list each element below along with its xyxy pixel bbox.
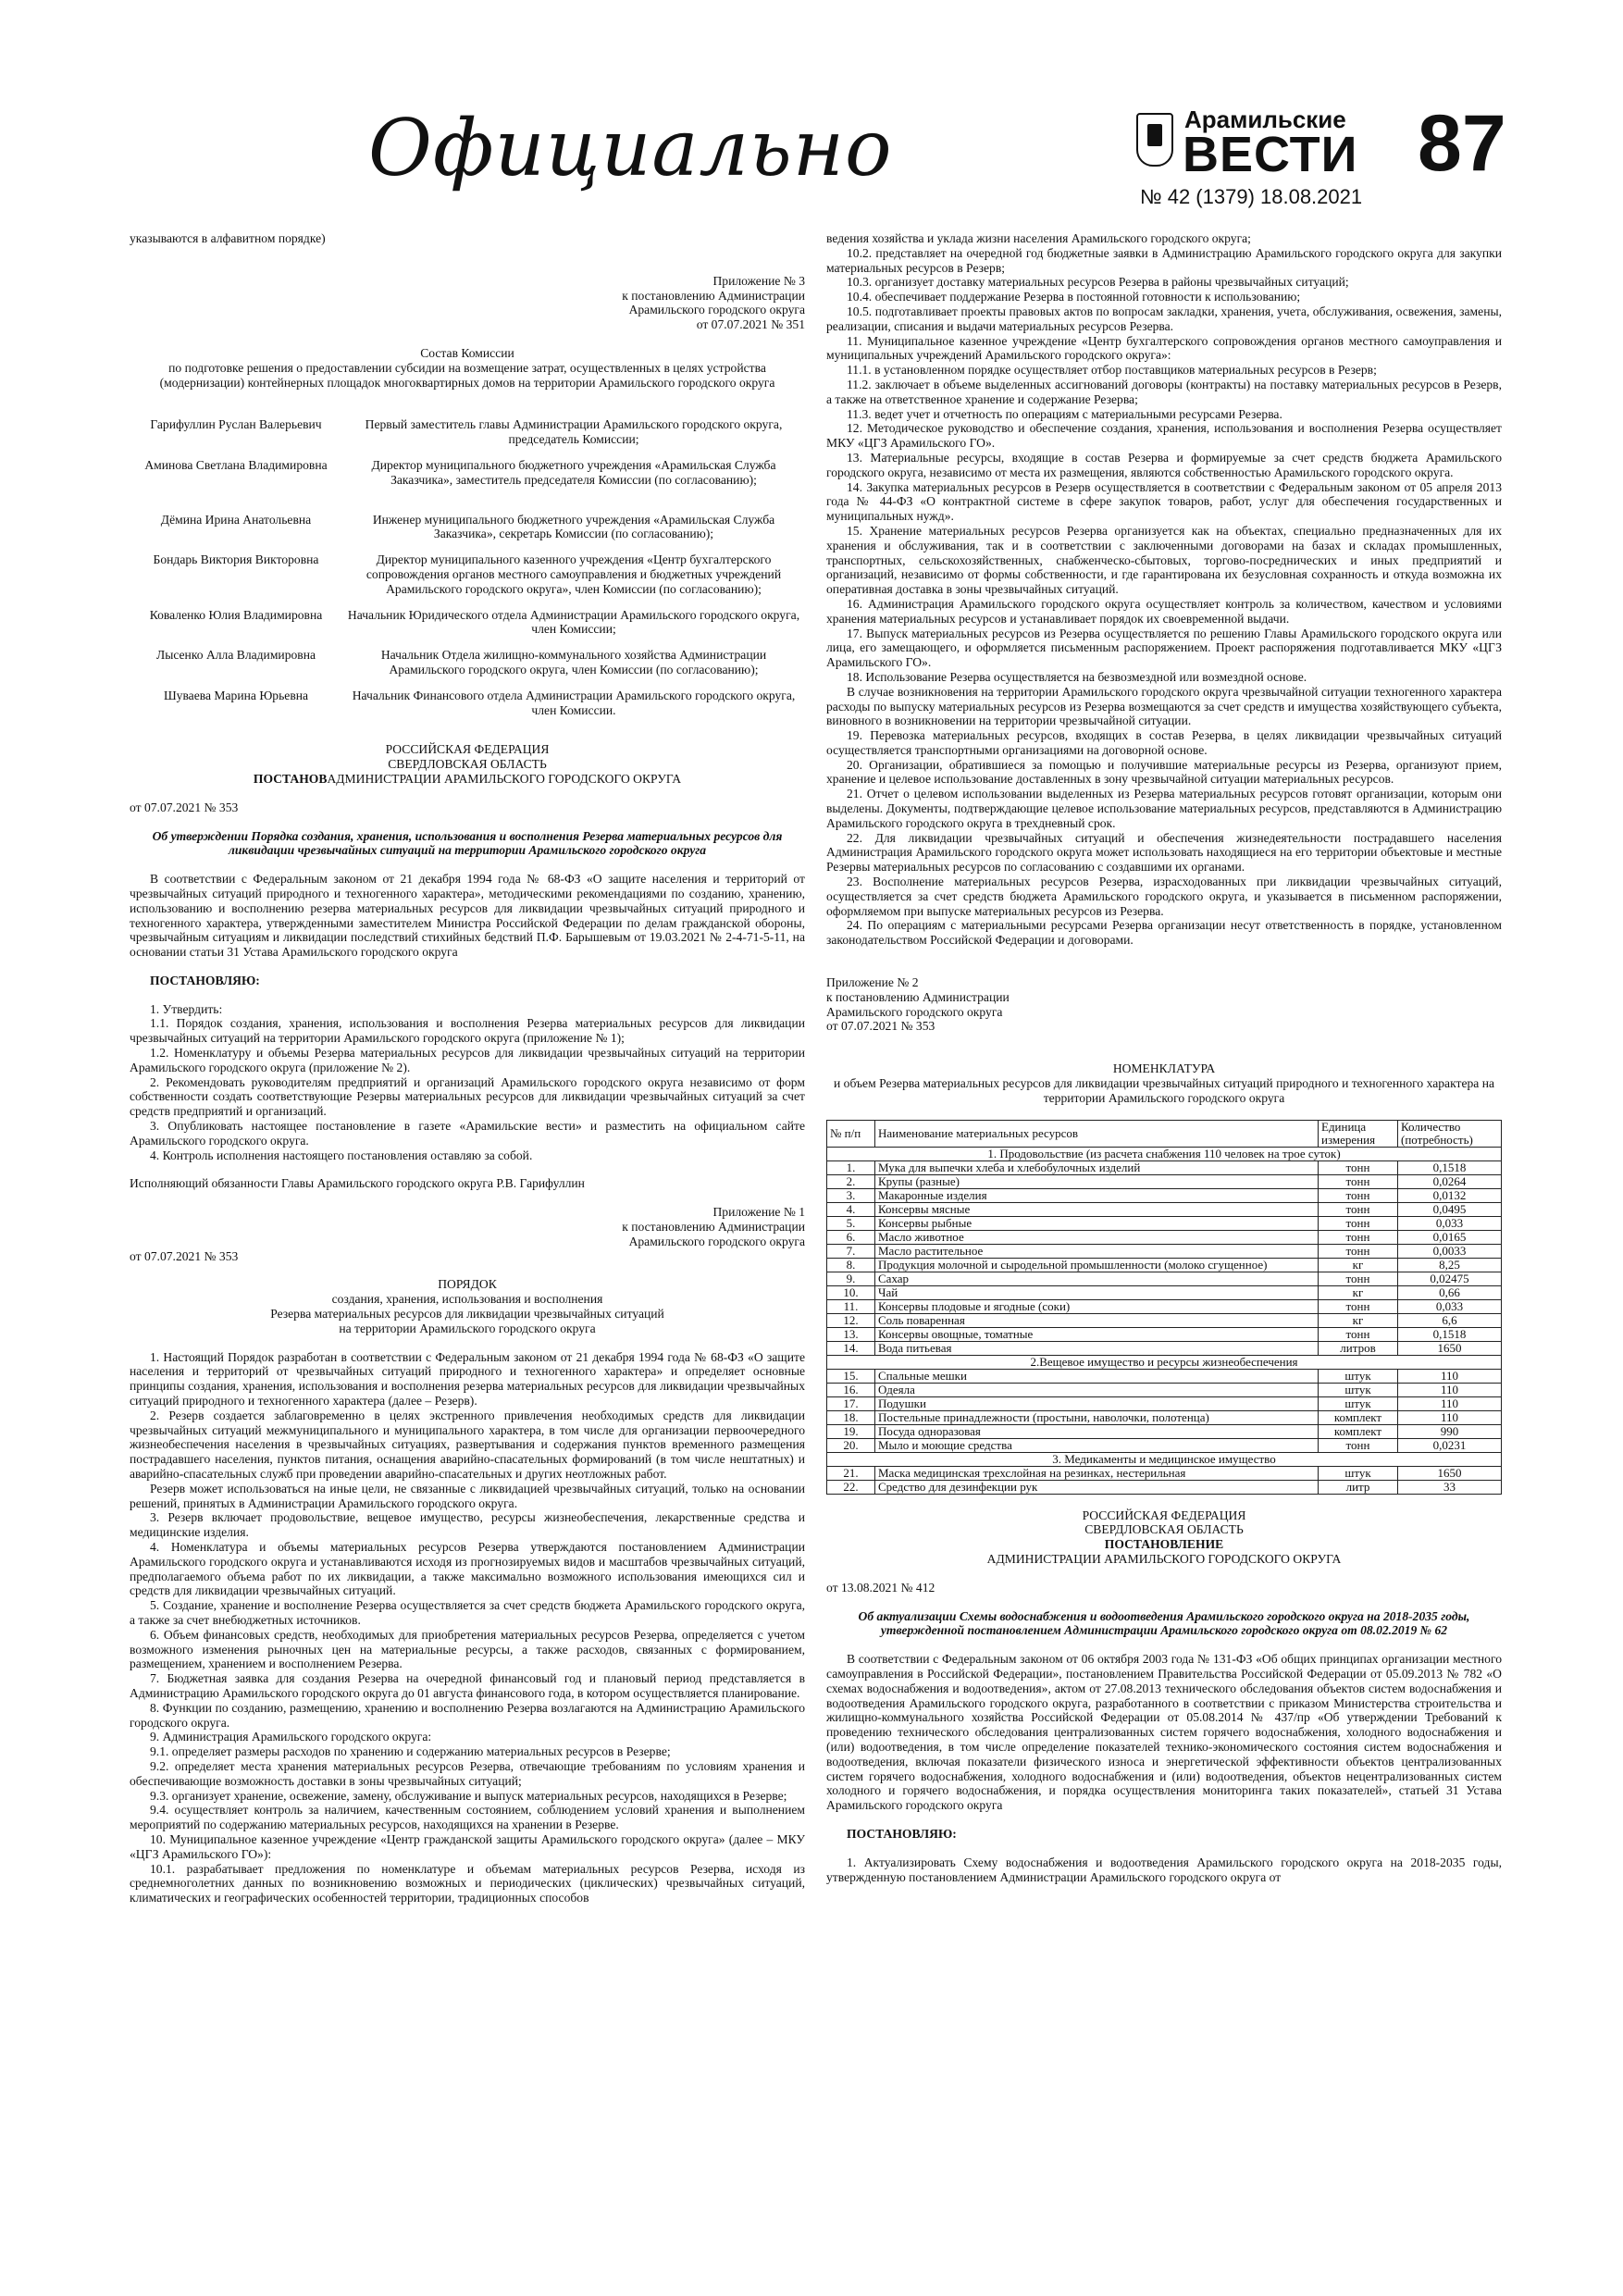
appendix-line: Приложение № 2 bbox=[826, 975, 919, 990]
paragraph: 11.1. в установленном порядке осуществляет отбор поставщиков материальных ресурсов в Резерв; bbox=[847, 363, 1377, 378]
table-row bbox=[827, 1174, 1502, 1188]
name-cell: Масло растительное bbox=[875, 1244, 1319, 1258]
member-name: Дёмина Ирина Анатольевна bbox=[160, 512, 312, 527]
table-row bbox=[827, 1160, 1502, 1174]
appendix-line: Арамильского городского округа bbox=[628, 1234, 805, 1248]
paragraph: 20. Организации, обратившиеся за помощью и получившие материальные ресурсы из Резерва, организуют прием, хранение и целевое использование доставленных в зону чрезвычайной ситуации материальных ресурсов. bbox=[826, 757, 1502, 787]
paragraph: 1.1. Порядок создания, хранения, использования и восполнения Резерва материальных ресурсов для ликвидации чрезвычайных ситуаций на территории Арамильского городского округа (приложение № 1); bbox=[130, 1016, 805, 1046]
quantity-cell: 0,0033 bbox=[1398, 1244, 1502, 1258]
unit-cell: тонн bbox=[1319, 1272, 1398, 1285]
commission-subtitle: по подготовке решения о предоставлении субсидии на возмещение затрат, осуществленных в целях устройства (модернизации) контейнерных площадок многоквартирных домов на территории Арамильского городского округа bbox=[159, 360, 775, 390]
page-number: 87 bbox=[1418, 99, 1506, 188]
name-cell: Консервы плодовые и ягодные (соки) bbox=[875, 1299, 1319, 1313]
appendix-line: к постановлению Администрации bbox=[826, 989, 1010, 1004]
unit-cell: тонн bbox=[1319, 1230, 1398, 1244]
member-position: Начальник Финансового отдела Администрации Арамильского городского округа, член Комиссии. bbox=[352, 688, 796, 717]
paragraph: 23. Восполнение материальных ресурсов Резерва, израсходованных при ликвидации чрезвычайных ситуаций, осуществляется за счет средств бюджета Арамильского городского округа, и указывается в письменном распоряжении, оформляемом при выпуске материальных ресурсов из Резерва. bbox=[826, 875, 1502, 918]
member-name: Коваленко Юлия Владимировна bbox=[149, 607, 323, 622]
member-name: Бондарь Виктория Викторовна bbox=[153, 552, 319, 567]
row-number-cell: 6. bbox=[827, 1230, 875, 1244]
commission-member bbox=[130, 552, 805, 596]
table-row bbox=[827, 1438, 1502, 1452]
section-cell: 1. Продовольствие (из расчета снабжения 110 человек на трое суток) bbox=[827, 1147, 1502, 1160]
name-cell: Вода питьевая bbox=[875, 1341, 1319, 1355]
member-position: Инженер муниципального бюджетного учреждения «Арамильская Служба Заказчика», секретарь Комиссии (по согласованию); bbox=[372, 512, 775, 541]
poryadok-sub: Резерва материальных ресурсов для ликвидации чрезвычайных ситуаций bbox=[270, 1307, 664, 1322]
commission-member bbox=[130, 648, 805, 677]
paragraph: ведения хозяйства и уклада жизни населения Арамильского городского округа; bbox=[826, 231, 1251, 245]
paragraph: 2. Резерв создается заблаговременно в целях экстренного привлечения необходимых средств для ликвидации чрезвычайных ситуаций межмуниципального и муниципального характера, в том числе для организации первоочередного жизнеобеспечения населения в чрезвычайных ситуациях, развертывания и содержания пунктов временного размещения пострадавшего населения, пунктов питания, оснащения аварийно-спасательных формирований (в том числе нештатных) и аварийно-спасательных служб при проведении аварийно-спасательных и других неотложных работ. bbox=[130, 1408, 805, 1481]
member-position: Начальник Юридического отдела Администрации Арамильского городского округа, член Комиссии; bbox=[347, 607, 800, 637]
commission-member bbox=[130, 608, 805, 638]
commission-member bbox=[130, 458, 805, 488]
row-number-cell: 3. bbox=[827, 1188, 875, 1202]
appendix-date: от 07.07.2021 № 353 bbox=[130, 1248, 239, 1263]
paragraph: 14. Закупка материальных ресурсов в Резерв осуществляется в соответствии с Федеральным законом от 05 апреля 2013 года № 44-ФЗ «О контрактной системе в сфере закупок товаров, работ, услуг для обеспечения государственных и муниципальных нужд». bbox=[826, 479, 1502, 524]
nomenclature-table bbox=[826, 1120, 1502, 1495]
unit-cell: кг bbox=[1319, 1313, 1398, 1327]
unit-cell: штук bbox=[1319, 1396, 1398, 1410]
table-row bbox=[827, 1216, 1502, 1230]
appendix-line: Приложение № 1 bbox=[712, 1205, 805, 1220]
appendix-line: Арамильского городского округа bbox=[826, 1004, 1003, 1019]
paragraph: 6. Объем финансовых средств, необходимых для приобретения материальных ресурсов Резерва, определяется с учетом возможного изменения рыночных цен на материальные ресурсы, а также расходов, связанных с формированием, размещением, хранением и восполнением Резерва. bbox=[130, 1627, 805, 1671]
table-row bbox=[827, 1299, 1502, 1313]
name-cell: Спальные мешки bbox=[875, 1369, 1319, 1383]
doc-header-region: СВЕРДЛОВСКАЯ ОБЛАСТЬ bbox=[388, 757, 547, 772]
paragraph: 4. Контроль исполнения настоящего постановления оставляю за собой. bbox=[150, 1148, 533, 1162]
quantity-cell: 110 bbox=[1398, 1396, 1502, 1410]
column-header: Наименование материальных ресурсов bbox=[875, 1120, 1319, 1147]
doc-authority: АДМИНИСТРАЦИИ АРАМИЛЬСКОГО ГОРОДСКОГО ОКРУГА bbox=[986, 1552, 1342, 1567]
paragraph: 17. Выпуск материальных ресурсов из Резерва осуществляется по решению Главы Арамильского городского округа или лица, его замещающего, и оформляется письменным распоряжением. Проект распоряжения подготавливается МКУ «ЦГЗ Арамильского ГО». bbox=[826, 626, 1502, 670]
paragraph: 24. По операциям с материальными ресурсами Резерва организации несут ответственность в порядке, установленном законодательством Российской Федерации и договорами. bbox=[826, 918, 1502, 948]
appendix-line: от 07.07.2021 № 353 bbox=[826, 1019, 935, 1034]
row-number-cell: 20. bbox=[827, 1438, 875, 1452]
paragraph: 10. Муниципальное казенное учреждение «Центр гражданской защиты Арамильского городского округа» (далее – МКУ «ЦГЗ Арамильского ГО»): bbox=[130, 1831, 805, 1861]
row-number-cell: 14. bbox=[827, 1341, 875, 1355]
row-number-cell: 10. bbox=[827, 1285, 875, 1299]
appendix-line: Приложение № 3 bbox=[712, 273, 805, 288]
column-header: Единица измерения bbox=[1319, 1120, 1398, 1147]
paragraph: 2. Рекомендовать руководителям предприятий и организаций Арамильского городского округа независимо от форм собственности создать соответствующие Резервы материальных ресурсов для ликвидации чрезвычайных ситуаций за счет средств предприятий и организаций. bbox=[130, 1074, 805, 1119]
table-body bbox=[827, 1147, 1502, 1494]
member-position: Начальник Отдела жилищно-коммунального хозяйства Администрации Арамильского городского округа, член Комиссии (по согласованию); bbox=[380, 648, 767, 676]
doc-title: Об утверждении Порядка создания, хранения, использования и восполнения Резерва материальных ресурсов для ликвидации чрезвычайных ситуаций на территории Арамильского городского округа bbox=[152, 828, 783, 858]
quantity-cell: 0,1518 bbox=[1398, 1160, 1502, 1174]
unit-cell: кг bbox=[1319, 1258, 1398, 1272]
paragraph: 11.3. ведет учет и отчетность по операциям с материальными ресурсами Резерва. bbox=[847, 406, 1282, 421]
nomenclature-title: НОМЕНКЛАТУРА bbox=[1112, 1061, 1216, 1076]
quantity-cell: 990 bbox=[1398, 1424, 1502, 1438]
unit-cell: комплект bbox=[1319, 1410, 1398, 1424]
nomenclature-subtitle: и объем Резерва материальных ресурсов для ликвидации чрезвычайных ситуаций природного и техногенного характера на территории Арамильского городского округа bbox=[833, 1076, 1495, 1105]
row-number-cell: 19. bbox=[827, 1424, 875, 1438]
name-cell: Постельные принадлежности (простыни, наволочки, полотенца) bbox=[875, 1410, 1319, 1424]
unit-cell: тонн bbox=[1319, 1299, 1398, 1313]
row-number-cell: 4. bbox=[827, 1202, 875, 1216]
unit-cell: кг bbox=[1319, 1285, 1398, 1299]
quantity-cell: 0,033 bbox=[1398, 1216, 1502, 1230]
paragraph: 19. Перевозка материальных ресурсов, входящих в состав Резерва, в целях ликвидации чрезвычайных ситуаций осуществляется транспортными организациями на договорной основе. bbox=[826, 728, 1502, 757]
paragraph: 9.2. определяет места хранения материальных ресурсов Резерва, отвечающие требованиям по условиям хранения и обеспечивающие возможность доставки в зоны чрезвычайных ситуаций; bbox=[130, 1758, 805, 1788]
name-cell: Крупы (разные) bbox=[875, 1174, 1319, 1188]
row-number-cell: 9. bbox=[827, 1272, 875, 1285]
unit-cell: тонн bbox=[1319, 1202, 1398, 1216]
row-number-cell: 15. bbox=[827, 1369, 875, 1383]
table-header-row bbox=[827, 1120, 1502, 1147]
member-position: Директор муниципального казенного учреждения «Центр бухгалтерского сопровождения органов местного самоуправления и бюджетных учреждений Арамильского городского округа», член Комиссии (по согласованию); bbox=[365, 552, 782, 596]
row-number-cell: 17. bbox=[827, 1396, 875, 1410]
member-name: Шуваева Марина Юрьевна bbox=[163, 688, 309, 702]
table-row bbox=[827, 1327, 1502, 1341]
paragraph: 10.1. разрабатывает предложения по номенклатуре и объемам материальных ресурсов Резерва, исходя из среднемноголетних данных по возникновению возможных и периодических (циклических) чрезвычайных ситуаций, климатических и географических особенностей территории, традиционных способов bbox=[130, 1861, 805, 1905]
row-number-cell: 5. bbox=[827, 1216, 875, 1230]
table-row bbox=[827, 1258, 1502, 1272]
name-cell: Соль поваренная bbox=[875, 1313, 1319, 1327]
unit-cell: тонн bbox=[1319, 1327, 1398, 1341]
paragraph: В соответствии с Федеральным законом от 06 октября 2003 года № 131-ФЗ «Об общих принципах организации местного самоуправления в Российской Федерации», постановлением Правительства Российской Федерации от 05.09.2013 № 782 «О схемах водоснабжения и водоотведения», актом от 27.08.2013 технического обследования объектов систем водоснабжения и водоотведения Арамильского городского округа, разработанного в соответствии с приказом Министерства строительства и жилищно-коммунального хозяйства Российской Федерации от 05.08.2014 № 437/пр «Об утверждении Требований к проведению технического обследования централизованных систем горячего водоснабжения, холодного водоснабжения и (или) водоотведения, в том числе определение показателей технико-экономического состояния систем водоснабжения и водоотведения, включая показатели физического износа и энергетической эффективности объектов централизованных систем горячего водоснабжения, холодного водоснабжения и (или) водоотведения, объектов нецентрализованных систем холодного и горячего водоснабжения, и порядка осуществления мониторинга таких показателей», статьей 31 Устава Арамильского городского округа bbox=[826, 1652, 1502, 1813]
unit-cell: штук bbox=[1319, 1383, 1398, 1396]
postanovlyayu-heading: ПОСТАНОВЛЯЮ: bbox=[150, 973, 260, 987]
table-row bbox=[827, 1410, 1502, 1424]
unit-cell: тонн bbox=[1319, 1160, 1398, 1174]
commission-member bbox=[130, 689, 805, 718]
name-cell: Мука для выпечки хлеба и хлебобулочных изделий bbox=[875, 1160, 1319, 1174]
quantity-cell: 0,0264 bbox=[1398, 1174, 1502, 1188]
paragraph: 10.4. обеспечивает поддержание Резерва в постоянной готовности к использованию; bbox=[847, 290, 1301, 304]
poryadok-sub: на территории Арамильского городского округа bbox=[339, 1321, 596, 1335]
paragraph: 16. Администрация Арамильского городского округа осуществляет контроль за количеством, качеством и условиями хранения материальных ресурсов и устанавливает порядок их своевременной выдачи. bbox=[826, 596, 1502, 626]
quantity-cell: 0,0132 bbox=[1398, 1188, 1502, 1202]
table-row bbox=[827, 1202, 1502, 1216]
table-section-row bbox=[827, 1147, 1502, 1160]
paragraph: 12. Методическое руководство и обеспечение создания, хранения, использования и восполнения Резерва осуществляет МКУ «ЦГЗ Арамильского ГО». bbox=[826, 421, 1502, 451]
quantity-cell: 0,0495 bbox=[1398, 1202, 1502, 1216]
paragraph: 5. Создание, хранение и восполнение Резерва осуществляется за счет средств бюджета Арамильского городского округа, а также за счет внебюджетных источников. bbox=[130, 1598, 805, 1627]
table-row bbox=[827, 1369, 1502, 1383]
unit-cell: тонн bbox=[1319, 1438, 1398, 1452]
section-cell: 2.Вещевое имущество и ресурсы жизнеобеспечения bbox=[827, 1355, 1502, 1369]
doc-title: Об актуализации Схемы водоснабжения и водоотведения Арамильского городского округа на 2018-2035 годы, утвержденной постановлением Администрации Арамильского городского округа от 08.02.2019 № 62 bbox=[858, 1608, 1470, 1638]
table-section-row bbox=[827, 1452, 1502, 1466]
right-column bbox=[826, 231, 1502, 1884]
appendix-line: Арамильского городского округа bbox=[628, 303, 805, 317]
table-row bbox=[827, 1466, 1502, 1480]
paragraph: 10.3. организует доставку материальных ресурсов Резерва в районы чрезвычайных ситуаций; bbox=[847, 275, 1349, 290]
appendix-line: от 07.07.2021 № 351 bbox=[696, 317, 805, 332]
column-header: Количество (потребность) bbox=[1398, 1120, 1502, 1147]
paragraph: 9.1. определяет размеры расходов по хранению и содержанию материальных ресурсов в Резерве; bbox=[150, 1744, 671, 1759]
quantity-cell: 1650 bbox=[1398, 1466, 1502, 1480]
table-row bbox=[827, 1424, 1502, 1438]
table-row bbox=[827, 1272, 1502, 1285]
name-cell: Масло животное bbox=[875, 1230, 1319, 1244]
paragraph: 3. Резерв включает продовольствие, вещевое имущество, ресурсы жизнеобеспечения, лекарственные средства и медицинские изделия. bbox=[130, 1510, 805, 1540]
name-cell: Подушки bbox=[875, 1396, 1319, 1410]
paragraph: 10.2. представляет на очередной год бюджетные заявки в Администрацию Арамильского городского округа для закупки материальных ресурсов в Резерв; bbox=[826, 245, 1502, 275]
paragraph: 21. Отчет о целевом использовании выделенных из Резерва материальных ресурсов готовят организации, которым они выделены. Документы, подтверждающие целевое использование материальных ресурсов, представляются в Администрацию Арамильского городского округа в трехдневный срок. bbox=[826, 787, 1502, 830]
section-cell: 3. Медикаменты и медицинское имущество bbox=[827, 1452, 1502, 1466]
name-cell: Консервы рыбные bbox=[875, 1216, 1319, 1230]
doc-header-authority bbox=[130, 772, 805, 787]
name-cell: Одеяла bbox=[875, 1383, 1319, 1396]
table-row bbox=[827, 1341, 1502, 1355]
table-section-row bbox=[827, 1355, 1502, 1369]
quantity-cell: 110 bbox=[1398, 1383, 1502, 1396]
paragraph: В соответствии с Федеральным законом от 21 декабря 1994 года № 68-ФЗ «О защите населения и территорий от чрезвычайных ситуаций природного и техногенного характера», методическими рекомендациями по созданию, хранению, использованию и восполнению резерва материальных ресурсов для ликвидации чрезвычайных ситуаций природного и техногенного характера, утвержденными заместителем Министра Российской Федерации по делам гражданской обороны, чрезвычайным ситуациям и ликвидации последствий стихийных бедствий П.Ф. Барышевым от 19.03.2021 № 2-4-71-5-11, на основании статьи 31 Устава Арамильского городского округа bbox=[130, 872, 805, 960]
paragraph: указываются в алфавитном порядке) bbox=[130, 231, 326, 245]
paragraph: 18. Использование Резерва осуществляется на безвозмездной или возмездной основе. bbox=[847, 669, 1307, 684]
paragraph: 9.3. организует хранение, освежение, замену, обслуживание и выпуск материальных ресурсов, находящихся в Резерве; bbox=[150, 1788, 787, 1803]
name-cell: Консервы мясные bbox=[875, 1202, 1319, 1216]
member-position: Директор муниципального бюджетного учреждения «Арамильская Служба Заказчика», заместитель председателя Комиссии (по согласованию); bbox=[371, 457, 776, 487]
paragraph: 1.2. Номенклатуру и объемы Резерва материальных ресурсов для ликвидации чрезвычайных ситуаций на территории Арамильского городского округа (приложение № 2). bbox=[130, 1046, 805, 1074]
paragraph: 9.4. осуществляет контроль за наличием, качественным состоянием, соблюдением условий хранения и выполнением мероприятий по содержанию материальных ресурсов, находящихся на хранении в Резерве. bbox=[130, 1803, 805, 1832]
paragraph: 1. Утвердить: bbox=[150, 1001, 223, 1016]
signature: Исполняющий обязанности Главы Арамильского городского округа Р.В. Гарифуллин bbox=[130, 1176, 585, 1191]
doc-type: ПОСТАНОВ bbox=[253, 771, 328, 786]
table-row bbox=[827, 1188, 1502, 1202]
doc-header-region: СВЕРДЛОВСКАЯ ОБЛАСТЬ bbox=[1084, 1522, 1244, 1537]
quantity-cell: 0,0165 bbox=[1398, 1230, 1502, 1244]
doc-header-country: РОССИЙСКАЯ ФЕДЕРАЦИЯ bbox=[385, 742, 550, 757]
table-row bbox=[827, 1480, 1502, 1494]
unit-cell: тонн bbox=[1319, 1244, 1398, 1258]
row-number-cell: 7. bbox=[827, 1244, 875, 1258]
row-number-cell: 16. bbox=[827, 1383, 875, 1396]
commission-title: Состав Комиссии bbox=[420, 345, 514, 360]
column-header: № п/п bbox=[827, 1120, 875, 1147]
paragraph: 10.5. подготавливает проекты правовых актов по вопросам закладки, хранения, учета, обслуживания, освежения, замены, реализации, списания и выдачи материальных ресурсов Резерва. bbox=[826, 304, 1502, 333]
table-row bbox=[827, 1383, 1502, 1396]
paragraph: 9. Администрация Арамильского городского округа: bbox=[150, 1730, 432, 1744]
logo-main-text: ВЕСТИ bbox=[1183, 127, 1358, 182]
table-row bbox=[827, 1285, 1502, 1299]
quantity-cell: 6,6 bbox=[1398, 1313, 1502, 1327]
newspaper-logo bbox=[1136, 107, 1363, 181]
unit-cell: штук bbox=[1319, 1369, 1398, 1383]
table-row bbox=[827, 1396, 1502, 1410]
quantity-cell: 0,0231 bbox=[1398, 1438, 1502, 1452]
commission-member bbox=[130, 417, 805, 447]
paragraph: 1. Актуализировать Схему водоснабжения и водоотведения Арамильского городского округа на 2018-2035 годы, утвержденную постановлением Администрации Арамильского городского округа от bbox=[826, 1855, 1502, 1884]
paragraph: 7. Бюджетная заявка для создания Резерва на очередной финансовый год и плановый период представляется в Администрацию Арамильского городского округа до 01 августа финансового года, в котором осуществляется планирование. bbox=[130, 1671, 805, 1700]
quantity-cell: 0,02475 bbox=[1398, 1272, 1502, 1285]
paragraph: 11. Муниципальное казенное учреждение «Центр бухгалтерского сопровождения органов местного самоуправления и муниципальных учреждений Арамильского городского округа»: bbox=[826, 333, 1502, 363]
name-cell: Посуда одноразовая bbox=[875, 1424, 1319, 1438]
unit-cell: литр bbox=[1319, 1480, 1398, 1494]
issue-number: № 42 (1379) 18.08.2021 bbox=[1140, 185, 1363, 208]
row-number-cell: 2. bbox=[827, 1174, 875, 1188]
coat-of-arms-icon bbox=[1136, 113, 1173, 167]
paragraph: Резерв может использоваться на иные цели, не связанные с ликвидацией чрезвычайных ситуаций, только на основании решений, принятых в Администрации Арамильского городского округа. bbox=[130, 1481, 805, 1510]
paragraph: 11.2. заключает в объеме выделенных ассигнований договоры (контракты) на поставку материальных ресурсов в Резерв, а также на ответственное хранение и содержание Резерва; bbox=[826, 377, 1502, 406]
paragraph: 22. Для ликвидации чрезвычайных ситуаций и обеспечения жизнедеятельности пострадавшего населения Администрация Арамильского городского округа может использовать находящиеся на его территории объектовые и местные Резервы материальных ресурсов по согласованию с создавшими их органами. bbox=[826, 830, 1502, 875]
name-cell: Сахар bbox=[875, 1272, 1319, 1285]
row-number-cell: 13. bbox=[827, 1327, 875, 1341]
left-column bbox=[130, 231, 805, 1905]
appendix-line: к постановлению Администрации bbox=[622, 288, 805, 303]
doc-header-country: РОССИЙСКАЯ ФЕДЕРАЦИЯ bbox=[1082, 1508, 1246, 1522]
paragraph: 3. Опубликовать настоящее постановление в газете «Арамильские вести» и разместить на официальном сайте Арамильского городского округа. bbox=[130, 1119, 805, 1148]
appendix-line: к постановлению Администрации bbox=[622, 1220, 805, 1235]
row-number-cell: 21. bbox=[827, 1466, 875, 1480]
doc-date: от 13.08.2021 № 412 bbox=[826, 1580, 935, 1595]
doc-type: ПОСТАНОВЛЕНИЕ bbox=[1104, 1537, 1224, 1552]
row-number-cell: 22. bbox=[827, 1480, 875, 1494]
member-name: Аминова Светлана Владимировна bbox=[144, 457, 328, 472]
unit-cell: тонн bbox=[1319, 1188, 1398, 1202]
unit-cell: штук bbox=[1319, 1466, 1398, 1480]
paragraph: 1. Настоящий Порядок разработан в соответствии с Федеральным законом от 21 декабря 1994 года № 68-ФЗ «О защите населения и территорий от чрезвычайных ситуаций природного и техногенного характера» и определяет основные принципы создания, хранения, использования и восполнения резерва материальных ресурсов для ликвидации чрезвычайных ситуаций природного и техногенного характера (далее – Резерв). bbox=[130, 1349, 805, 1409]
doc-authority: АДМИНИСТРАЦИИ АРАМИЛЬСКОГО ГОРОДСКОГО ОКРУГА bbox=[327, 771, 682, 786]
postanovlyayu-heading: ПОСТАНОВЛЯЮ: bbox=[847, 1826, 957, 1841]
paragraph: 4. Номенклатура и объемы материальных ресурсов Резерва утверждаются постановлением Администрации Арамильского городского округа и устанавливаются исходя из прогнозируемых видов и масштабов чрезвычайных ситуаций, предполагаемого объема работ по их ликвидации, а также максимально возможного использования имеющихся сил и средств для ликвидации чрезвычайных ситуаций. bbox=[130, 1539, 805, 1598]
row-number-cell: 8. bbox=[827, 1258, 875, 1272]
unit-cell: тонн bbox=[1319, 1216, 1398, 1230]
quantity-cell: 1650 bbox=[1398, 1341, 1502, 1355]
poryadok-sub: создания, хранения, использования и восполнения bbox=[331, 1292, 603, 1307]
quantity-cell: 8,25 bbox=[1398, 1258, 1502, 1272]
member-name: Лысенко Алла Владимировна bbox=[155, 648, 316, 663]
name-cell: Средство для дезинфекции рук bbox=[875, 1480, 1319, 1494]
member-position: Первый заместитель главы Администрации Арамильского городского округа, председатель Комиссии; bbox=[365, 417, 783, 447]
paragraph: В случае возникновения на территории Арамильского городского округа чрезвычайной ситуации техногенного характера расходы по выпуску материальных ресурсов из Резерва возмещаются за счет средств и имущества хозяйствующего субъекта, виновного в возникновении на территории чрезвычайной ситуации. bbox=[826, 684, 1502, 728]
quantity-cell: 0,033 bbox=[1398, 1299, 1502, 1313]
name-cell: Мыло и моющие средства bbox=[875, 1438, 1319, 1452]
quantity-cell: 0,66 bbox=[1398, 1285, 1502, 1299]
paragraph: 13. Материальные ресурсы, входящие в состав Резерва и формируемые за счет средств бюджета Арамильского городского округа, независимо от места их размещения, являются собственностью Арамильского городского округа. bbox=[826, 450, 1502, 479]
table-row bbox=[827, 1313, 1502, 1327]
quantity-cell: 33 bbox=[1398, 1480, 1502, 1494]
quantity-cell: 110 bbox=[1398, 1410, 1502, 1424]
poryadok-title: ПОРЯДОК bbox=[438, 1277, 497, 1292]
section-title: Официально bbox=[368, 103, 893, 193]
paragraph: 8. Функции по созданию, размещению, хранению и восполнению Резерва возлагаются на Администрацию Арамильского городского округа. bbox=[130, 1700, 805, 1730]
table-row bbox=[827, 1230, 1502, 1244]
row-number-cell: 18. bbox=[827, 1410, 875, 1424]
row-number-cell: 11. bbox=[827, 1299, 875, 1313]
quantity-cell: 110 bbox=[1398, 1369, 1502, 1383]
commission-member bbox=[130, 513, 805, 542]
unit-cell: литров bbox=[1319, 1341, 1398, 1355]
doc-date: от 07.07.2021 № 353 bbox=[130, 800, 239, 814]
name-cell: Продукция молочной и сыродельной промышленности (молоко сгущенное) bbox=[875, 1258, 1319, 1272]
row-number-cell: 1. bbox=[827, 1160, 875, 1174]
quantity-cell: 0,1518 bbox=[1398, 1327, 1502, 1341]
name-cell: Консервы овощные, томатные bbox=[875, 1327, 1319, 1341]
table-row bbox=[827, 1244, 1502, 1258]
logo-top-text: Арамильские bbox=[1184, 105, 1346, 133]
row-number-cell: 12. bbox=[827, 1313, 875, 1327]
name-cell: Маска медицинская трехслойная на резинках, нестерильная bbox=[875, 1466, 1319, 1480]
unit-cell: тонн bbox=[1319, 1174, 1398, 1188]
paragraph: 15. Хранение материальных ресурсов Резерва организуется как на объектах, специально предназначенных для их хранения и обслуживания, так и в соответствии с заключенными договорами на базах и складах промышленных, транспортных, сельскохозяйственных, снабженческо-сбытовых, торгово-посреднических и иных предприятий и организаций, независимо от формы собственности, и где гарантирована их безусловная сохранность и откуда возможна их оперативная доставка в зоны чрезвычайных ситуаций. bbox=[826, 523, 1502, 597]
unit-cell: комплект bbox=[1319, 1424, 1398, 1438]
name-cell: Чай bbox=[875, 1285, 1319, 1299]
member-name: Гарифуллин Руслан Валерьевич bbox=[150, 417, 322, 432]
name-cell: Макаронные изделия bbox=[875, 1188, 1319, 1202]
